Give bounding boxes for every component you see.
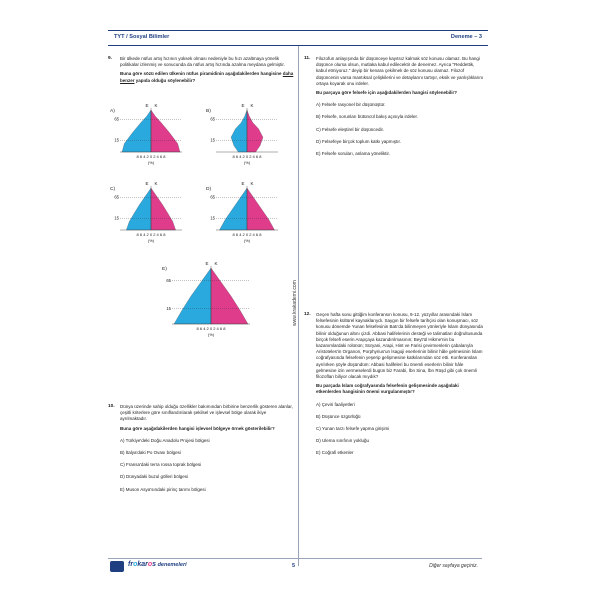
age-label-15: 15	[114, 215, 119, 221]
x-axis-ticks: 8 6 4 2 0 2 4 6 8	[232, 154, 262, 159]
answer-option[interactable]: B) Düşünce özgürlüğü	[316, 413, 361, 419]
brand-logo-icon	[110, 561, 124, 572]
sex-label-female: K	[250, 181, 254, 186]
answer-option[interactable]: D) Dünyadaki buzul gölleri bölgesi	[120, 474, 189, 480]
pyramid-option-label: D)	[206, 187, 212, 192]
pyramid-female-area	[151, 110, 180, 152]
x-axis-unit: (%)	[243, 160, 251, 165]
age-label-15: 15	[114, 137, 119, 143]
pyramid-female-area	[211, 268, 248, 324]
exam-page	[78, 26, 508, 578]
pyramid-option-label: E)	[162, 267, 167, 272]
pyramid-male-area	[126, 188, 151, 230]
next-page-note: Diğer sayfaya geçiniz.	[429, 563, 478, 569]
answer-option[interactable]: D) Felsefeye birçok toplum katkı yapmıştır.	[316, 138, 402, 144]
question-stem: Bu parçada İslam coğrafyasında felsefenin gelişmesinde aşağıdaki etkenlerden hangisinin önemi vurgulanmıştır?	[316, 383, 459, 395]
pyramid-female-area	[151, 188, 176, 230]
question-11	[304, 56, 484, 157]
question-stem: Buna göre aşağıdakilerden hangisi işlevsel bölgeye örnek gösterilebilir?	[120, 425, 275, 431]
question-text: Filozofun anlayışında bir düşünceye kayıtsız kalmak söz konusu olamaz. Bu hangi düşünce olursa olsun, mutlaka kabul edilecektir de denemez. Ayrıca "Reddettik, kabul etmiyoruz." deyip bir kenara çekilmek de söz konusu olamaz. Filozof düşüncenin varsa mantıksal çelişkilerini ve detaylarını tartışır, eksik ve yanlışlıklarını ortaya koyarak onu irdeler.	[316, 56, 484, 86]
pyramid-option-label: B)	[206, 109, 211, 114]
age-label-65: 65	[166, 277, 171, 283]
sex-label-male: E	[205, 261, 209, 266]
pyramid-male-area	[219, 188, 247, 230]
pyramid-male-area	[122, 110, 151, 152]
pyramid-male-area	[174, 268, 211, 324]
question-number: 9.	[108, 56, 113, 61]
answer-option[interactable]: A) Felsefe rasyonel bir düşünüştür.	[316, 102, 386, 108]
age-label-65: 65	[114, 194, 119, 200]
age-label-15: 15	[210, 215, 215, 221]
x-axis-ticks: 8 6 4 2 0 2 4 6 8	[136, 154, 166, 159]
sex-label-female: K	[250, 103, 254, 108]
age-label-65: 65	[210, 116, 215, 122]
watermark-url: www.krakademi.com	[292, 280, 298, 326]
pyramid-charts-svg	[108, 102, 294, 362]
sex-label-female: K	[214, 261, 218, 266]
pyramid-option-label: C)	[110, 187, 116, 192]
question-text: Geçen hafta sonu gittiğim konferansın konusu, 9-12. yüzyıllar arasındaki İslam felsefesinin kültürel kaynaklarıydı. Saygın bir felsefe tarihçisi olan konuşmacı, söz konusu dönemde Yunan felsefesinin Batı'da bilinmeyen yönleriyle İslam dünyasında bilinir olduğunun altını çizdi. Abbasi halifelerinin desteği ve talimatları doğrultusunda birçok felsefi eserin Arapçaya kazandırılmasının; Beyt'ül Hikme'nin bu kazanımlardaki rolünün; Süryani, Arapi, Hint ve Farisi çevirmenlerin çabalarıyla Aristoteles'in Organon, Porphyrius'un İsagoji eserlerinin bilinir hâle gelmesinin İslam coğrafyasında felsefenin yeşerip gelişmesine katkılarından söz etti. Konferansları ayrılırken şöyle düşündüm: Abbasi halifeleri bu önemli eserlerin bilinir hâle gelmesine izin vermeselerdi bugün biz Farabi, İbn Sina, İbn Rüşd gibi çok önemli filozofları biliyor olacak mıydık?	[316, 312, 483, 380]
question-stem: Buna göre sözü edilen ülkenin nüfus piramidinin aşağıdakilerden hangisine daha benzer yapıda olduğu söylenebilir?	[120, 71, 294, 83]
x-axis-unit: (%)	[147, 160, 155, 165]
answer-option[interactable]: D) Ulema sınıfının yokluğu	[316, 438, 370, 444]
x-axis-ticks: 8 6 4 2 0 2 4 6 8	[232, 232, 262, 237]
pyramid-female-area	[247, 188, 275, 230]
age-label-65: 65	[114, 116, 119, 122]
sex-label-female: K	[154, 103, 158, 108]
answer-option[interactable]: B) Felsefe, sorunları bütüncül bakış açısıyla irdeler.	[316, 114, 419, 120]
answer-option[interactable]: A) Çeviri faaliyetleri	[316, 401, 355, 407]
page-footer	[108, 558, 482, 573]
sex-label-male: E	[145, 103, 149, 108]
column-divider	[298, 46, 299, 566]
page-number: 5	[292, 563, 296, 569]
sex-label-male: E	[241, 181, 245, 186]
age-label-65: 65	[210, 194, 215, 200]
sex-label-male: E	[241, 103, 245, 108]
question-number: 11.	[304, 56, 311, 61]
age-label-15: 15	[210, 137, 215, 143]
question-12	[304, 312, 484, 457]
x-axis-ticks: 8 6 4 2 0 2 4 6 8	[136, 232, 166, 237]
age-label-15: 15	[166, 305, 171, 311]
answer-option[interactable]: C) Felsefe eleştirel bir düşüncedir.	[316, 126, 385, 132]
brand-name: frokaros denemeleri	[128, 561, 187, 568]
pyramid-female-area	[247, 110, 263, 152]
answer-option[interactable]: C) Yunan tarzı felsefe yapma girişimi	[316, 426, 390, 432]
x-axis-unit: (%)	[207, 332, 215, 337]
answer-option[interactable]: E) Felsefe soruları, anlama yöneliktir.	[316, 151, 391, 157]
question-number: 10.	[108, 404, 115, 409]
sex-label-female: K	[154, 181, 158, 186]
question-9	[108, 56, 294, 84]
question-text: Dünya üzerinde sahip olduğu özellikler bakımından birbirine benzerlik gösteren alanlar, çeşitli kriterlere göre sınıflandırılarak şekilsel ve işlevsel bölge olarak ikiye ayrılmaktadır.	[120, 404, 293, 422]
sex-label-male: E	[145, 181, 149, 186]
answer-option[interactable]: E) Muson Asya'sındaki pirinç tarımı bölgesi	[120, 486, 206, 492]
answer-option[interactable]: A) Türkiye'deki Doğu Anadolu Projesi bölgesi	[120, 437, 210, 443]
pyramid-option-label: A)	[110, 109, 115, 114]
x-axis-ticks: 8 6 4 2 0 2 4 6 8	[196, 326, 226, 331]
answer-option[interactable]: C) Fransa'daki terra rossa toprak bölgesi	[120, 462, 202, 468]
x-axis-unit: (%)	[243, 238, 251, 243]
question-text: Bir ülkede nüfus artış hızının yüksek olması nedeniyle bu hızı azaltmaya yönelik politikalar izlenmiş ve sonucunda da nüfus artış hızında azalma meydana gelmiştir.	[120, 56, 285, 68]
header-exam-number: Deneme – 3	[300, 30, 488, 46]
pyramid-male-area	[231, 110, 247, 152]
answer-option[interactable]: B) İtalya'daki Po Ovası bölgesi	[120, 450, 181, 456]
question-10	[108, 404, 294, 493]
answer-option[interactable]: E) Coğrafi etkenler	[316, 450, 354, 456]
header-subject: TYT / Sosyal Bilimler	[108, 30, 300, 46]
population-pyramids	[108, 102, 294, 362]
x-axis-unit: (%)	[147, 238, 155, 243]
question-stem: Bu parçaya göre felsefe için aşağıdakilerden hangisi söylenebilir?	[316, 90, 458, 96]
question-number: 12.	[304, 312, 311, 317]
